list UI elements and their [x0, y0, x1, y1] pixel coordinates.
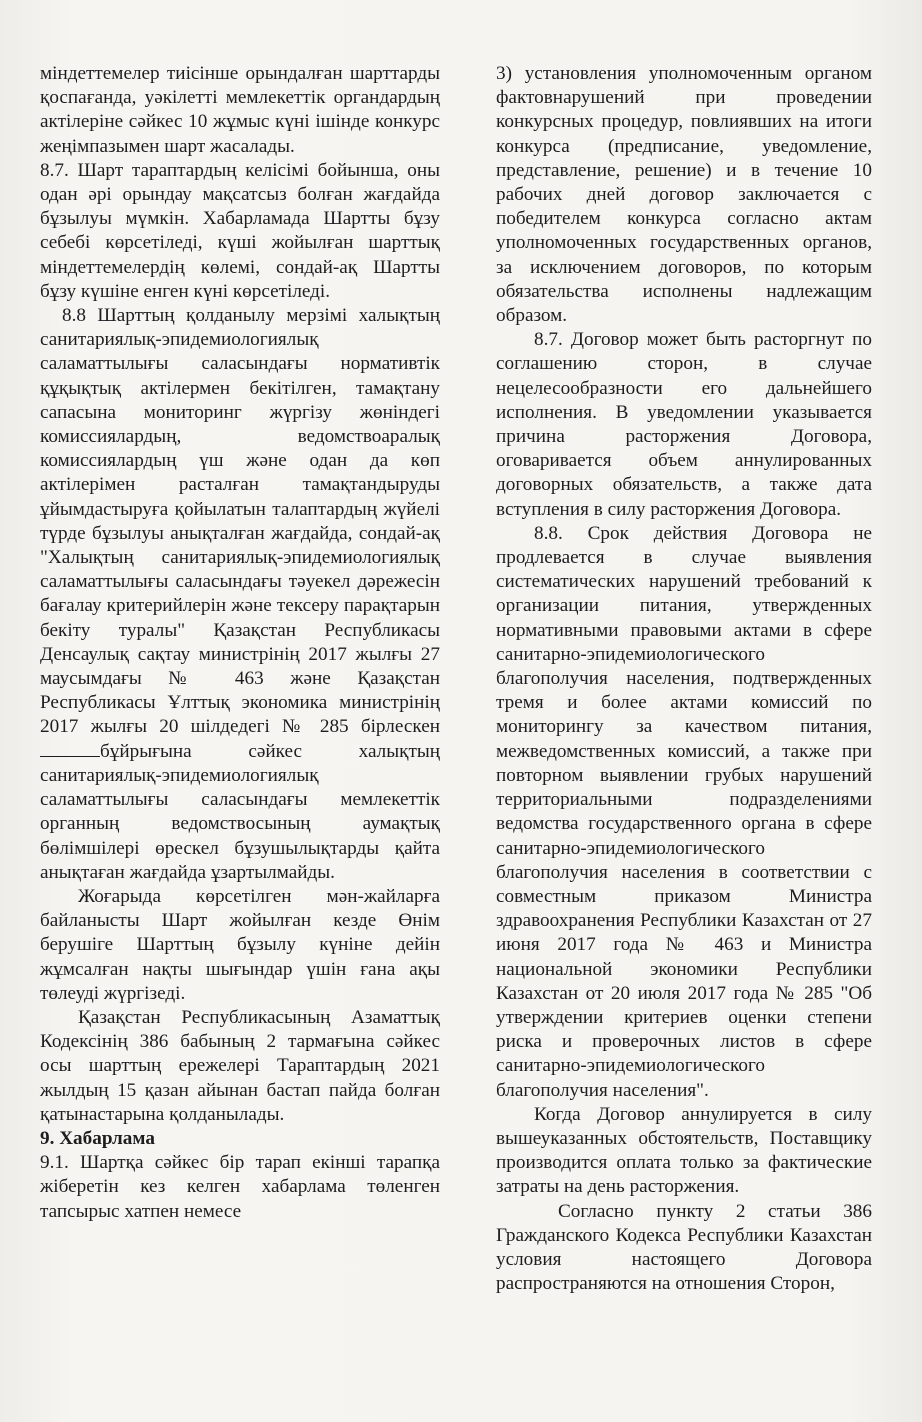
signature-underline: [40, 742, 100, 757]
paragraph-8-7-ru: 8.7. Договор может быть расторгнут по соглашению сторон, в случае нецелесообразности его дальнейшего исполнения. В уведомлении указывается причина расторжения Договора, оговаривается объем аннулированных договорных обязательств, а также дата вступления в силу расторжения Договора.: [496, 329, 872, 520]
paragraph-payment-ru: Когда Договор аннулируется в силу вышеуказанных обстоятельств, Поставщику производится оплата только за фактические затраты на день расторжения.: [496, 1103, 872, 1198]
paragraph-8-8-kz-part3: сәйкес халықтың санитариялық-эпидемиологиялық саламаттылығы саласындағы мемлекеттік органның ведомствосының аумақтық бөлімшілері өрескел бұзушылықтарды қайта анықтаған жағдайда ұзартылмайды.: [40, 740, 441, 883]
paragraph-item-3-ru: 3) установления уполномоченным органом фактовнарушений при проведении конкурсных процедур, повлиявших на итоги конкурса (предписание, уведомление, представление, решение) и в течение 10 рабочих дней договор заключается с победителем конкурса согласно актам уполномоченных государственных органов, за исключением договоров, по которым обязательства исполнены надлежащим образом.: [496, 63, 872, 327]
paragraph-9-1-kz: 9.1. Шартқа сәйкес бір тарап екінші тарапқа жіберетін кез келген хабарлама төленген тапсырыс хатпен немесе: [40, 1152, 440, 1222]
right-column-russian: [496, 62, 872, 1296]
paragraph-obligations-continuation: міндеттемелер тиісінше орындалған шарттарды қоспағанда, уәкілетті мемлекеттік органдардың актілеріне сәйкес 10 жұмыс күні ішінде конкурс жеңімпазымен шарт жасалады.: [40, 63, 440, 157]
paragraph-8-8-kz-part2: бұйрығына: [100, 740, 192, 762]
paragraph-8-7-kz: 8.7. Шарт тараптардың келісімі бойынша, оны одан әрі орындау мақсатсыз болған жағдайда бұзылуы мүмкін. Хабарламада Шартты бұзу себебі көрсетіледі, күші жойылған шарттық міндеттемелердің көлемі, сондай-ақ Шартты бұзу күшіне енген күні көрсетіледі.: [40, 159, 440, 302]
section-heading-notification: 9. Хабарлама: [40, 1127, 155, 1149]
paragraph-8-8-ru: 8.8. Срок действия Договора не продлевается в случае выявления систематических нарушений требований к организации питания, утвержденных нормативными правовыми актами в сфере санитарно-эпидемиологического благополучия населения, подтвержденных тремя и более актами комиссий по мониторингу за качеством питания, межведомственных комиссий, а также при повторном выявлении грубых нарушений территориальными подразделениями ведомства государственного органа в сфере санитарно-эпидемиологического благополучия населения в соответствии с совместным приказом Министра здравоохранения Республики Казахстан от 27 июня 2017 года № 463 и Министра национальной экономики Республики Казахстан от 20 июля 2017 года № 285 "Об утверждении критериев оценки степени риска и проверочных листов в сфере санитарно-эпидемиологического благополучия населения".: [496, 522, 872, 1101]
paragraph-civil-code-kz: Қазақстан Республикасының Азаматтық Кодексінің 386 бабының 2 тармағына сәйкес осы шарттың ережелері Тараптардың 2021 жылдың 15 қазан айынан бастап пайда болған қатынастарына қолданылады.: [40, 1006, 440, 1125]
paragraph-8-8-kz: [40, 304, 440, 885]
left-column-kazakh: [40, 62, 440, 1224]
paragraph-civil-code-ru: Согласно пункту 2 статьи 386 Гражданского Кодекса Республики Казахстан условия настоящего Договора распространяются на отношения Сторон,: [496, 1200, 872, 1295]
paragraph-8-8-kz-part1: 8.8 Шарттың қолданылу мерзімі халықтың санитариялық-эпидемиологиялық саламаттылығы саласындағы нормативтік құқықтық актілермен бекітілген, тамақтану сапасына мониторинг жүргізу жөніндегі комиссиялардың, ведомствоаралық комиссиялардың үш және одан да көп актілерімен расталған тамақтандыруды ұйымдастыруға қойылатын талаптардың жүйелі түрде бұзылуы анықталған жағдайда, сондай-ақ "Халықтың санитариялық-эпидемиологиялық саламаттылығы саласындағы тәуекел дәрежесін бағалау критерийлерін және тексеру парақтарын бекіту туралы" Қазақстан Республикасы Денсаулық сақтау министрінің 2017 жылғы 27 маусымдағы № 463 және Қазақстан Республикасы Ұлттық экономика министрінің 2017 жылғы 20 шілдедегі № 285 бірлескен: [40, 305, 440, 738]
paragraph-payment-kz: Жоғарыда көрсетілген мән-жайларға байланысты Шарт жойылған кезде Өнім берушіге Шарттың бұзылу күніне дейін жұмсалған нақты шығындар үшін ғана ақы төлеуді жүргізеді.: [40, 885, 440, 1004]
